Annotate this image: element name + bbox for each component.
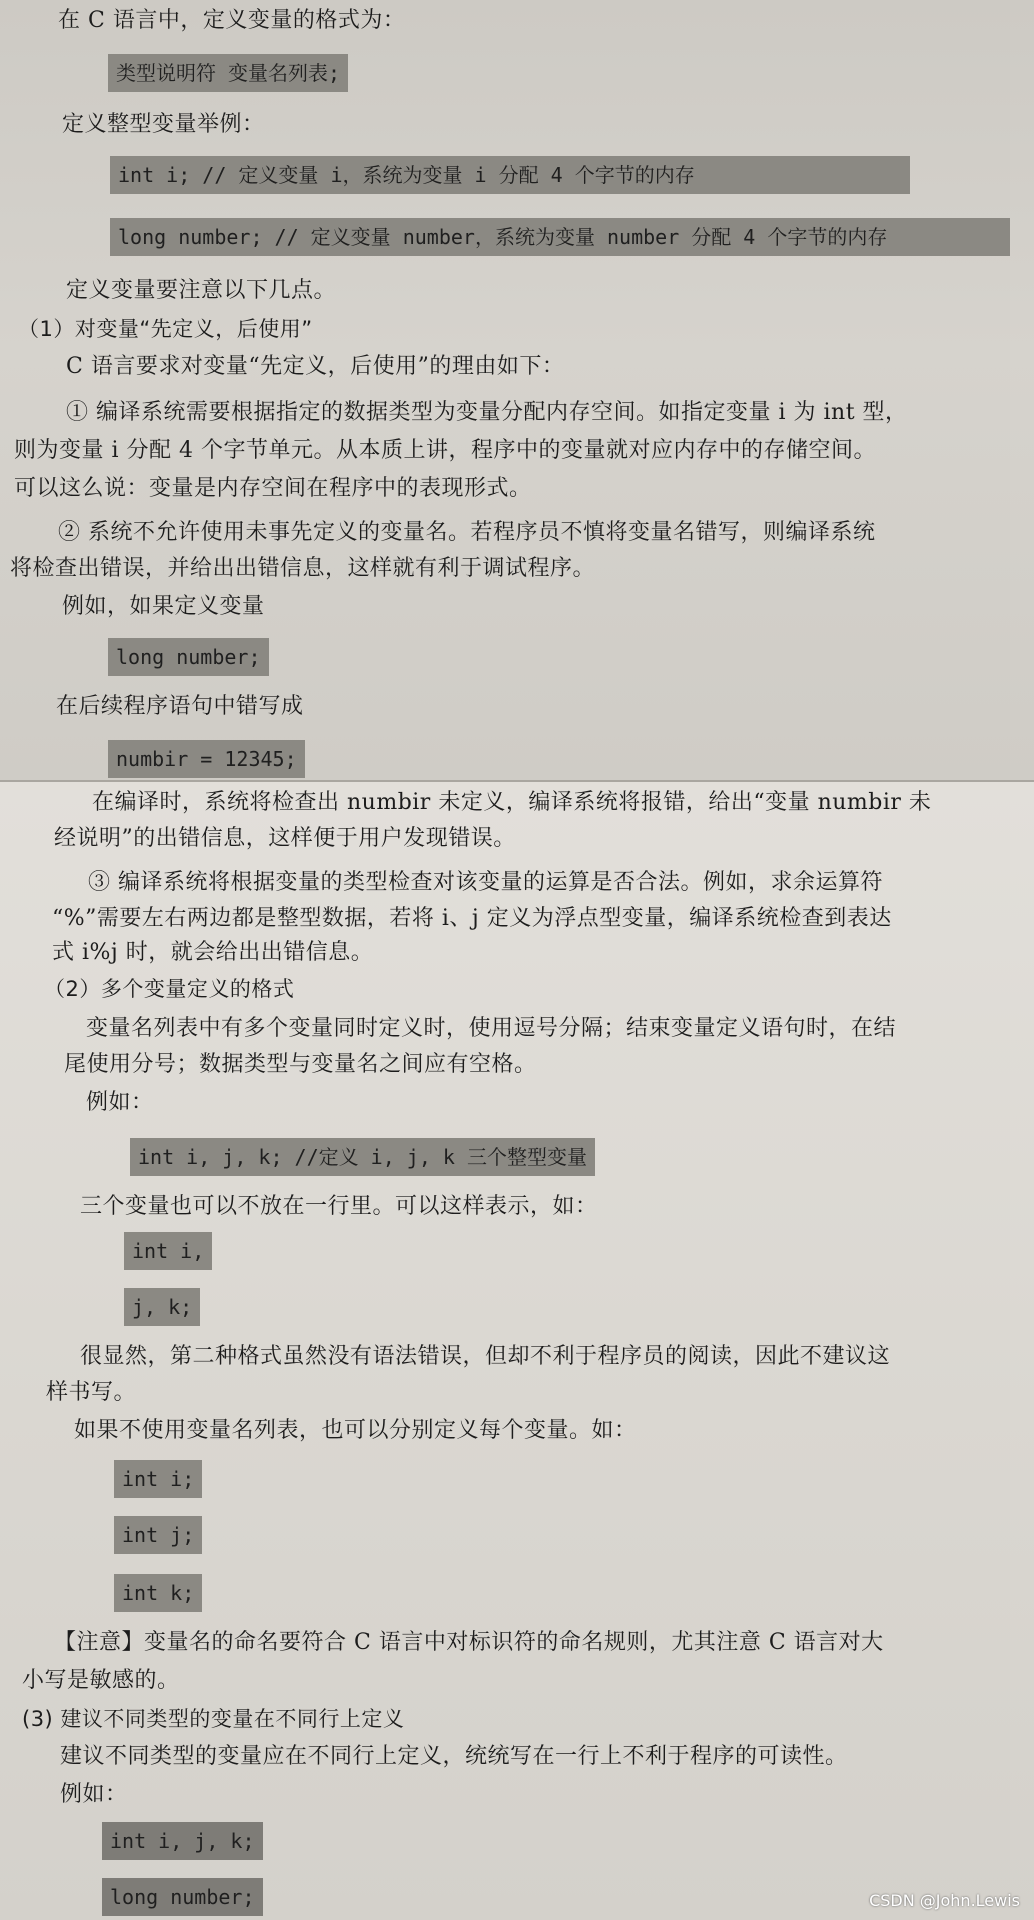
paragraph-obviously-line2: 样书写。 (46, 1380, 137, 1405)
code-j-k: j, k; (124, 1288, 200, 1326)
paragraph-point2-line1: ② 系统不允许使用未事先定义的变量名。若程序员不慎将变量名错写，则编译系统 (58, 520, 876, 545)
code-int-k: int k; (114, 1574, 202, 1612)
upper-page-photo (0, 0, 1034, 782)
paragraph-compile-line2: 经说明”的出错信息，这样便于用户发现错误。 (54, 826, 516, 851)
paragraph-point1-line3: 可以这么说：变量是内存空间在程序中的表现形式。 (14, 476, 532, 501)
paragraph-list-line1: 变量名列表中有多个变量同时定义时，使用逗号分隔；结束变量定义语句时，在结 (86, 1016, 897, 1041)
paragraph-point3-line2: “%”需要左右两边都是整型数据，若将 i、j 定义为浮点型变量，编译系统检查到表达 (52, 906, 892, 931)
note-line2: 小写是敏感的。 (22, 1668, 180, 1693)
code-int-i: int i; (114, 1460, 202, 1498)
example-label-3: 例如： (60, 1782, 128, 1807)
paragraph-point1-line1: ① 编译系统需要根据指定的数据类型为变量分配内存空间。如指定变量 i 为 int 型， (66, 400, 908, 425)
paragraph-point1-line2: 则为变量 i 分配 4 个字节单元。从本质上讲，程序中的变量就对应内存中的存储空间。 (14, 438, 877, 463)
code-int-ijk-comment: int i, j, k; //定义 i, j, k 三个整型变量 (130, 1138, 595, 1176)
paragraph-misspelled: 在后续程序语句中错写成 (56, 694, 304, 719)
code-long-number-2: long number; (102, 1878, 263, 1916)
paragraph-different-types: 建议不同类型的变量应在不同行上定义，统统写在一行上不利于程序的可读性。 (60, 1744, 848, 1769)
example-label-2: 例如： (86, 1090, 154, 1115)
example-label: 定义整型变量举例： (62, 112, 265, 137)
paragraph-obviously-line1: 很显然，第二种格式虽然没有语法错误，但却不利于程序员的阅读，因此不建议这 (80, 1344, 891, 1369)
format-code-block: 类型说明符 变量名列表; (108, 54, 348, 92)
paragraph-separate: 如果不使用变量名列表，也可以分别定义每个变量。如： (74, 1418, 637, 1443)
paragraph-example: 例如，如果定义变量 (62, 594, 265, 619)
notice-text: 定义变量要注意以下几点。 (66, 278, 337, 303)
paragraph-list-line2: 尾使用分号；数据类型与变量名之间应有空格。 (64, 1052, 537, 1077)
code-long-number: long number; (108, 638, 269, 676)
paragraph-point2-line2: 将检查出错误，并给出出错信息，这样就有利于调试程序。 (10, 556, 596, 581)
code-int-j: int j; (114, 1516, 202, 1554)
code-line-long-number: long number; // 定义变量 number，系统为变量 number 分配 4 个字节的内存 (110, 218, 1010, 256)
paragraph-reason: C 语言要求对变量“先定义，后使用”的理由如下： (66, 354, 565, 379)
section-heading-3: (3) 建议不同类型的变量在不同行上定义 (22, 1707, 405, 1731)
paragraph-compile-line1: 在编译时，系统将检查出 numbir 未定义，编译系统将报错，给出“变量 numbir 未 (92, 790, 932, 815)
csdn-watermark: CSDN @John.Lewis (869, 1891, 1020, 1910)
intro-text: 在 C 语言中，定义变量的格式为： (58, 8, 406, 33)
code-int-ijk: int i, j, k; (102, 1822, 263, 1860)
paragraph-multiline: 三个变量也可以不放在一行里。可以这样表示，如： (80, 1194, 598, 1219)
code-line-int-i: int i; // 定义变量 i，系统为变量 i 分配 4 个字节的内存 (110, 156, 910, 194)
section-heading-1: （1）对变量“先定义，后使用” (18, 317, 313, 341)
code-numbir: numbir = 12345; (108, 740, 305, 778)
note-line1: 【注意】变量名的命名要符合 C 语言中对标识符的命名规则，尤其注意 C 语言对大 (54, 1630, 884, 1655)
section-heading-2: （2）多个变量定义的格式 (44, 977, 295, 1001)
paragraph-point3-line3: 式 i%j 时，就会给出出错信息。 (52, 940, 374, 965)
paragraph-point3-line1: ③ 编译系统将根据变量的类型检查对该变量的运算是否合法。例如，求余运算符 (88, 870, 883, 895)
lower-page-photo (0, 782, 1034, 1920)
code-int-i-comma: int i, (124, 1232, 212, 1270)
